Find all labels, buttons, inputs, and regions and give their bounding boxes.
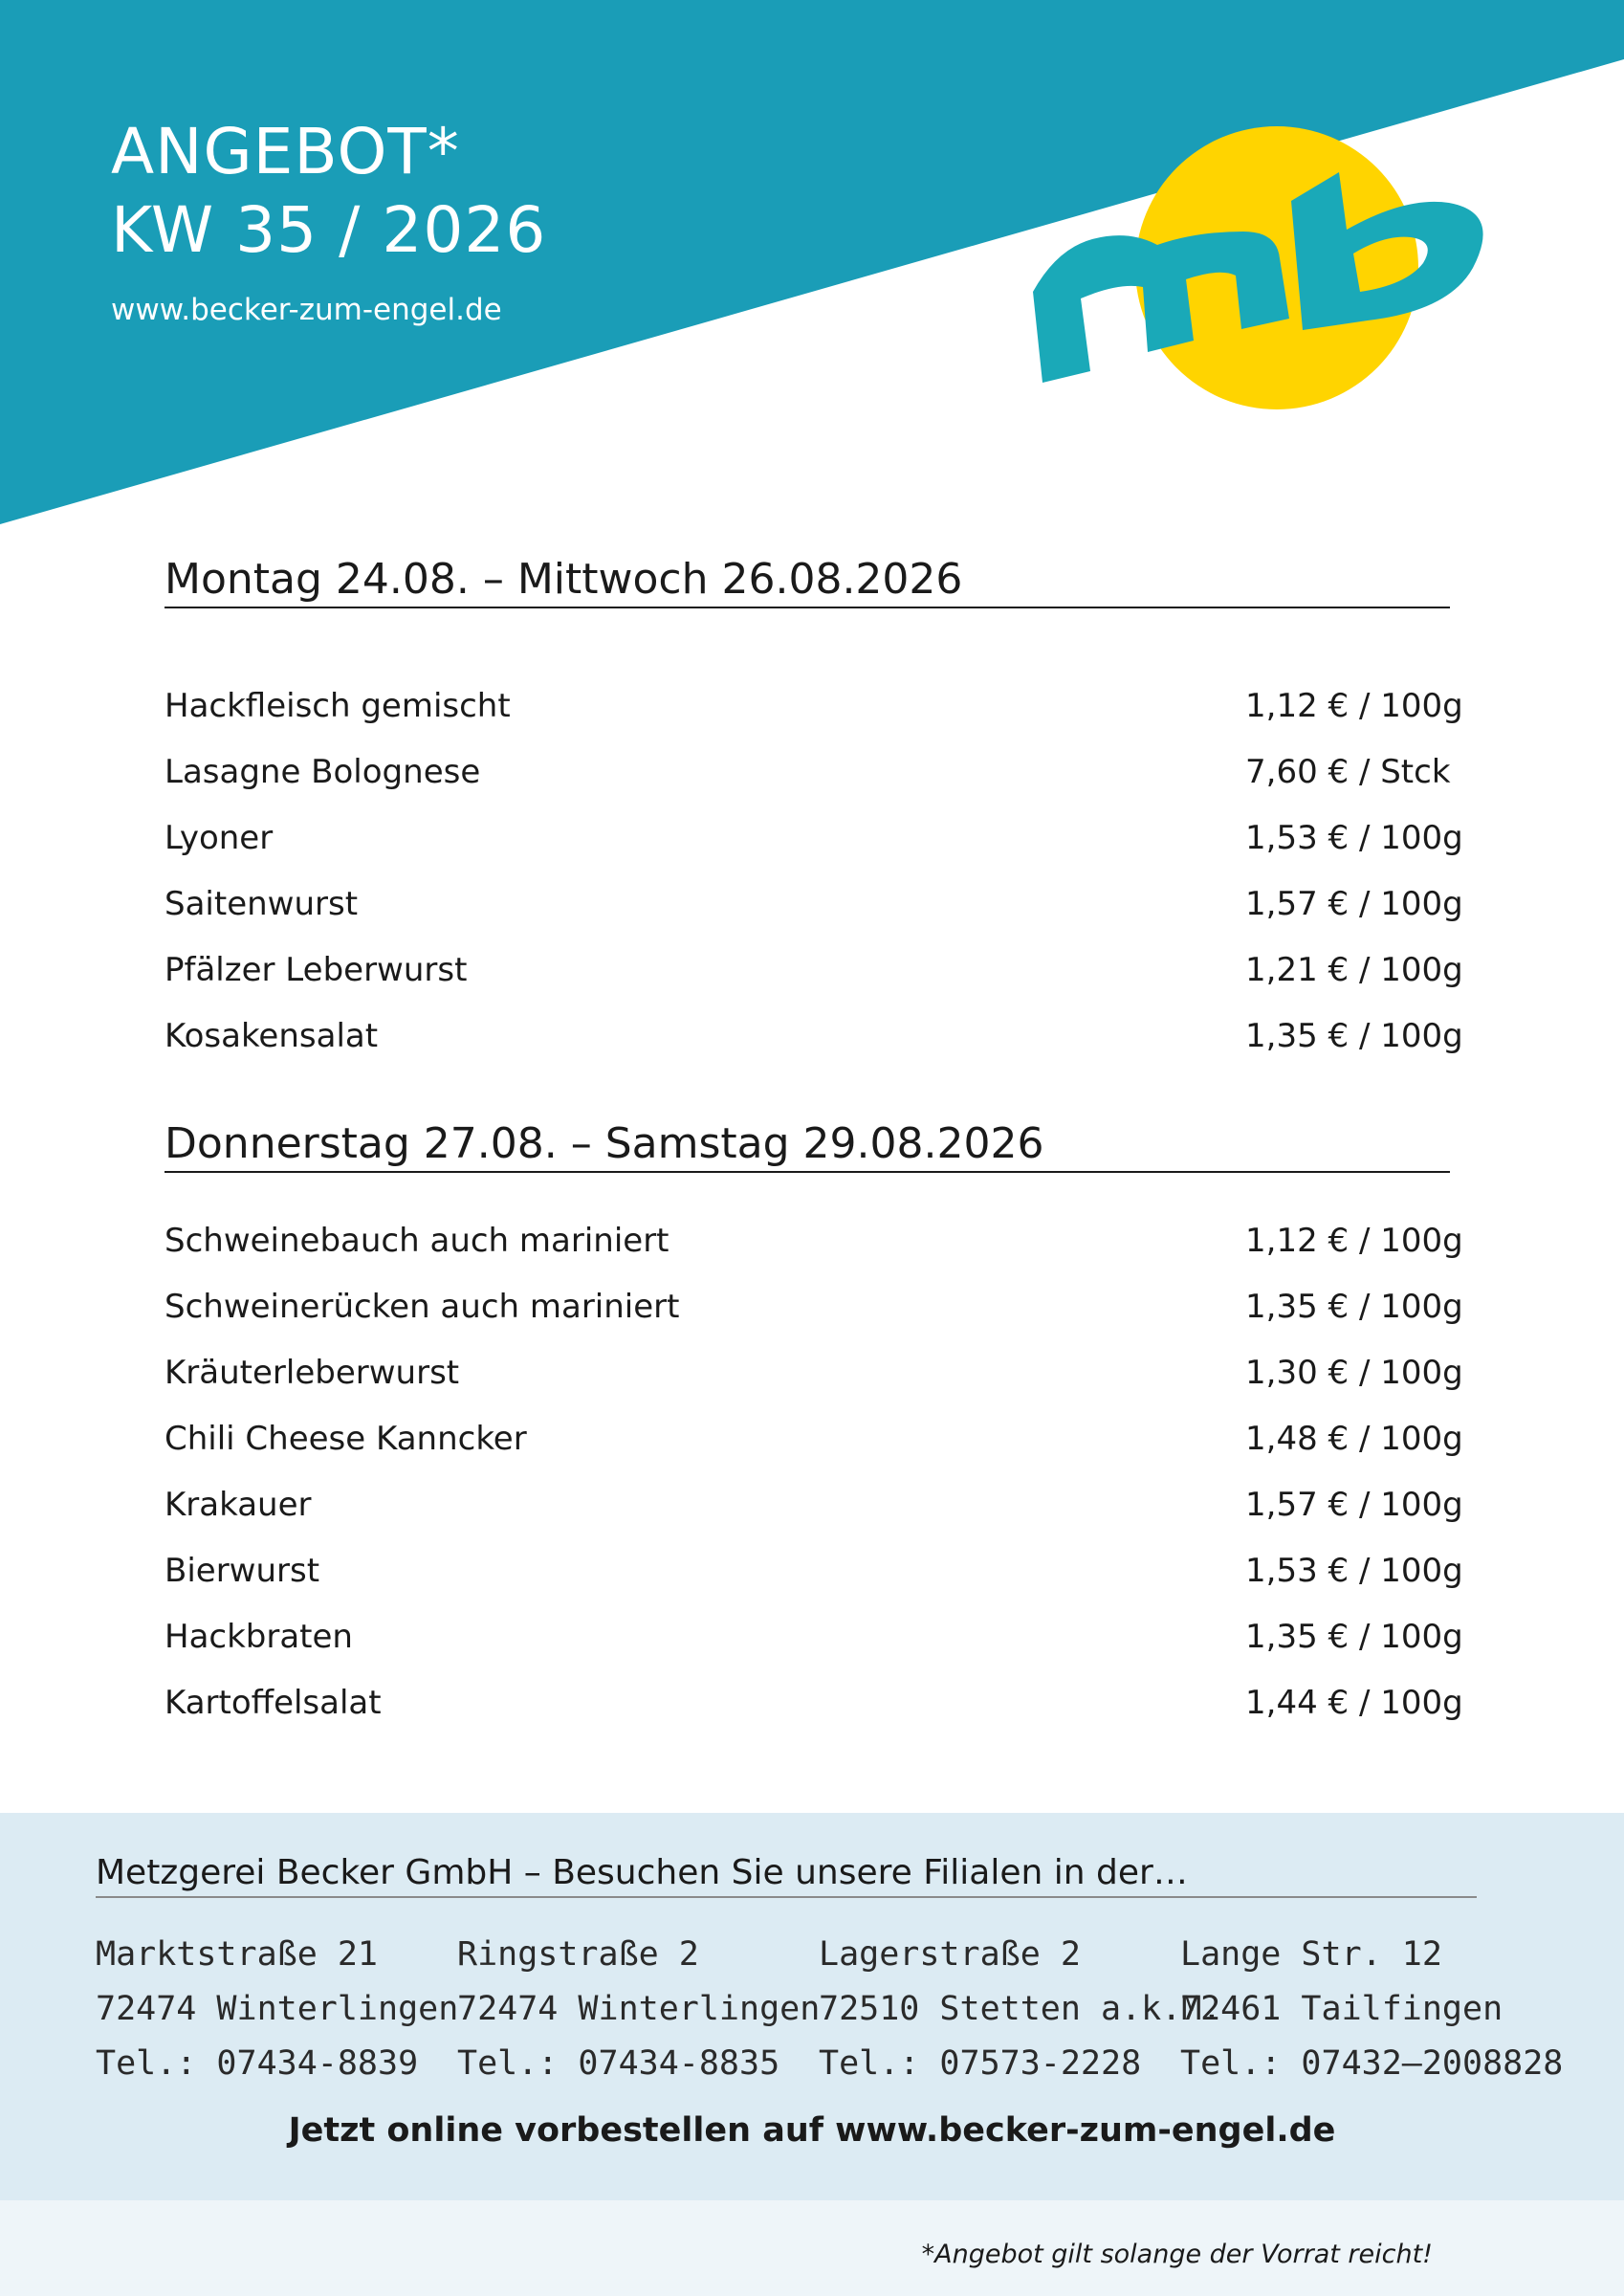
- offer-item: [165, 1471, 1463, 1537]
- branch-city: 72510 Stetten a.k.M.: [819, 1990, 1222, 2028]
- branch-phone[interactable]: Tel.: 07573-2228: [819, 2044, 1142, 2083]
- branch-street: Marktstraße 21: [96, 1935, 379, 1974]
- item-name: Schweinerücken auch mariniert: [165, 1287, 680, 1326]
- item-name: Bierwurst: [165, 1551, 320, 1590]
- online-order-link[interactable]: Jetzt online vorbestellen auf www.becker-zum-engel.de: [288, 2111, 1336, 2150]
- offer-item: [165, 1003, 1463, 1069]
- item-name: Krakauer: [165, 1485, 312, 1524]
- item-name: Schweinebauch auch mariniert: [165, 1221, 669, 1260]
- offer-section-mon-wed: [165, 555, 1463, 1069]
- flyer-title: [111, 113, 546, 270]
- offer-list: [165, 673, 1463, 1069]
- item-price: 1,53 € / 100g: [1245, 818, 1463, 857]
- item-name: Chili Cheese Kanncker: [165, 1419, 527, 1458]
- item-price: 7,60 € / Stck: [1245, 752, 1451, 791]
- item-name: Lasagne Bolognese: [165, 752, 481, 791]
- branch-phone[interactable]: Tel.: 07434-8839: [96, 2044, 419, 2083]
- item-name: Saitenwurst: [165, 884, 359, 923]
- item-price: 1,44 € / 100g: [1245, 1683, 1463, 1722]
- offer-item: [165, 1405, 1463, 1471]
- item-name: Pfälzer Leberwurst: [165, 950, 468, 989]
- item-price: 1,53 € / 100g: [1245, 1551, 1463, 1590]
- section-heading: Montag 24.08. – Mittwoch 26.08.2026: [165, 555, 1450, 608]
- item-price: 1,35 € / 100g: [1245, 1287, 1463, 1326]
- item-name: Kartoffelsalat: [165, 1683, 382, 1722]
- branch-street: Lagerstraße 2: [819, 1935, 1081, 1974]
- item-price: 1,12 € / 100g: [1245, 686, 1463, 725]
- item-price: 1,35 € / 100g: [1245, 1617, 1463, 1656]
- offer-item: [165, 1273, 1463, 1339]
- item-price: 1,21 € / 100g: [1245, 950, 1463, 989]
- offer-section-thu-sat: [165, 1119, 1463, 1735]
- branch-card: [96, 1928, 457, 2091]
- item-price: 1,57 € / 100g: [1245, 884, 1463, 923]
- offer-item: [165, 805, 1463, 871]
- item-price: 1,30 € / 100g: [1245, 1353, 1463, 1392]
- branch-city: 72461 Tailfingen: [1180, 1990, 1503, 2028]
- branch-list: [96, 1928, 1588, 2091]
- mb-logo: [1023, 124, 1492, 421]
- item-name: Lyoner: [165, 818, 274, 857]
- item-name: Hackbraten: [165, 1617, 353, 1656]
- branch-card: [1180, 1928, 1564, 2091]
- branch-phone[interactable]: Tel.: 07434-8835: [457, 2044, 780, 2083]
- item-name: Kosakensalat: [165, 1016, 379, 1055]
- offer-item: [165, 1537, 1463, 1603]
- header-website-link[interactable]: www.becker-zum-engel.de: [111, 293, 502, 327]
- disclaimer-text: *Angebot gilt solange der Vorrat reicht!: [921, 2240, 1433, 2269]
- offer-item: [165, 1207, 1463, 1273]
- item-price: 1,57 € / 100g: [1245, 1485, 1463, 1524]
- offer-item: [165, 739, 1450, 805]
- item-price: 1,35 € / 100g: [1245, 1016, 1463, 1055]
- offer-item: [165, 871, 1463, 937]
- offer-list: [165, 1207, 1463, 1735]
- footer-branches: [0, 1813, 1624, 2200]
- section-heading: Donnerstag 27.08. – Samstag 29.08.2026: [165, 1119, 1450, 1173]
- offer-item: [165, 1603, 1463, 1669]
- offer-item: [165, 673, 1463, 739]
- branch-street: Lange Str. 12: [1180, 1935, 1442, 1974]
- branch-city: 72474 Winterlingen: [96, 1990, 459, 2028]
- footer-heading: Metzgerei Becker GmbH – Besuchen Sie unsere Filialen in der…: [96, 1853, 1477, 1898]
- branch-card: [457, 1928, 819, 2091]
- item-name: Kräuterleberwurst: [165, 1353, 460, 1392]
- item-price: 1,48 € / 100g: [1245, 1419, 1463, 1458]
- item-name: Hackfleisch gemischt: [165, 686, 511, 725]
- branch-card: [819, 1928, 1222, 2091]
- branch-phone[interactable]: Tel.: 07432–2008828: [1180, 2044, 1564, 2083]
- offer-item: [165, 937, 1463, 1003]
- title-line-offer: ANGEBOT*: [111, 115, 460, 188]
- offer-item: [165, 1669, 1463, 1735]
- branch-street: Ringstraße 2: [457, 1935, 699, 1974]
- item-price: 1,12 € / 100g: [1245, 1221, 1463, 1260]
- branch-city: 72474 Winterlingen: [457, 1990, 821, 2028]
- offer-item: [165, 1339, 1463, 1405]
- title-line-week: KW 35 / 2026: [111, 193, 547, 267]
